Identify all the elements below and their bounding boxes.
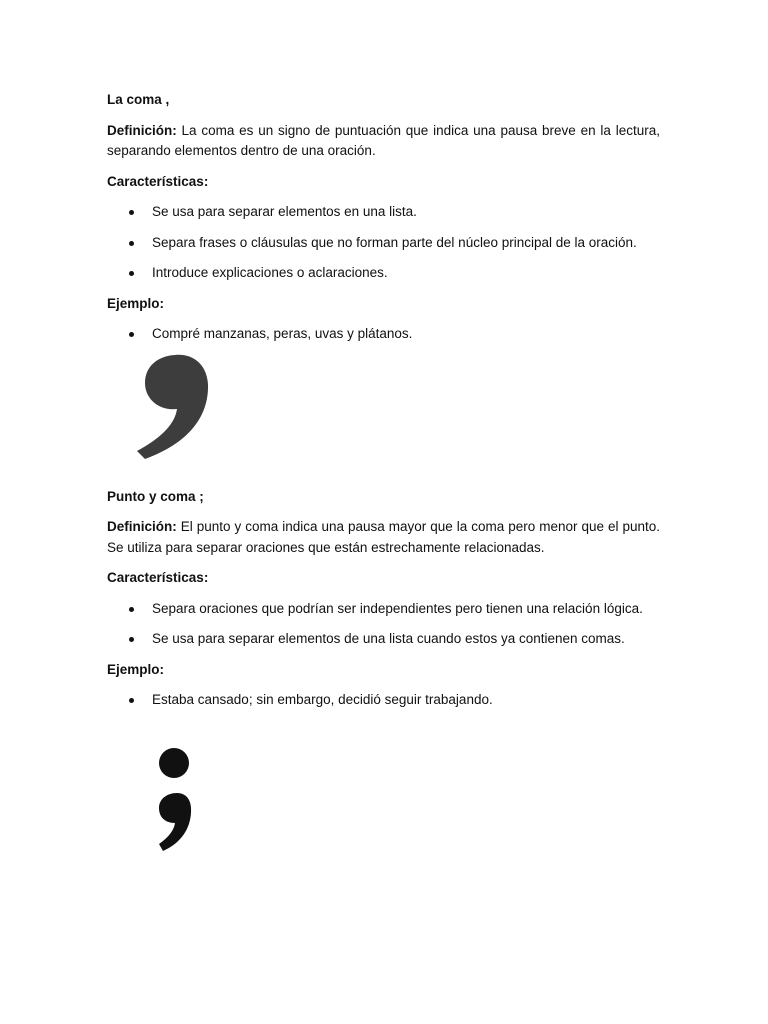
bullet-icon (129, 210, 134, 215)
characteristics-list (107, 202, 660, 284)
section-comma (107, 90, 660, 487)
list-item (107, 324, 660, 345)
list-item (107, 690, 660, 711)
definition-text: El punto y coma indica una pausa mayor que la coma pero menor que el punto. Se utiliza para separar oraciones que están estrechamente relacionadas. (107, 519, 660, 555)
list-item-text: Se usa para separar elementos en una lista. (152, 204, 417, 219)
bullet-icon (129, 607, 134, 612)
bullet-icon (129, 332, 134, 337)
definition-paragraph (107, 121, 660, 162)
list-item (107, 629, 660, 650)
list-item-text: Introduce explicaciones o aclaraciones. (152, 265, 388, 280)
semicolon-illustration (107, 721, 660, 861)
definition-label: Definición: (107, 519, 177, 534)
list-item-text: Separa oraciones que podrían ser independientes pero tienen una relación lógica. (152, 600, 643, 616)
list-item (107, 599, 660, 620)
example-heading: Ejemplo: (107, 295, 165, 311)
section-semicolon (107, 487, 660, 861)
list-item-text: Estaba cansado; sin embargo, decidió seguir trabajando. (152, 692, 493, 707)
list-item-text: Se usa para separar elementos de una lista cuando estos ya contienen comas. (152, 631, 625, 646)
comma-illustration (107, 355, 660, 487)
bullet-icon (129, 241, 134, 246)
bullet-icon (129, 637, 134, 642)
semicolon-glyph-icon (155, 747, 195, 851)
section-title: Punto y coma ; (107, 488, 204, 504)
section-title: La coma , (107, 92, 170, 107)
list-item (107, 233, 660, 254)
definition-paragraph (107, 517, 660, 558)
characteristics-heading: Características: (107, 173, 209, 189)
list-item-text: Separa frases o cláusulas que no forman parte del núcleo principal de la oración. (152, 234, 637, 250)
definition-label: Definición: (107, 122, 177, 138)
bullet-icon (129, 698, 134, 703)
list-item (107, 263, 660, 284)
bullet-icon (129, 271, 134, 276)
example-list (107, 324, 660, 345)
example-heading: Ejemplo: (107, 661, 165, 677)
characteristics-heading: Características: (107, 570, 209, 585)
comma-glyph-icon (135, 351, 215, 463)
list-item (107, 202, 660, 223)
example-list (107, 690, 660, 711)
characteristics-list (107, 599, 660, 650)
document-page (107, 90, 660, 861)
list-item-text: Compré manzanas, peras, uvas y plátanos. (152, 326, 413, 341)
definition-text: La coma es un signo de puntuación que indica una pausa breve en la lectura, separando elementos dentro de una oración. (107, 122, 660, 158)
